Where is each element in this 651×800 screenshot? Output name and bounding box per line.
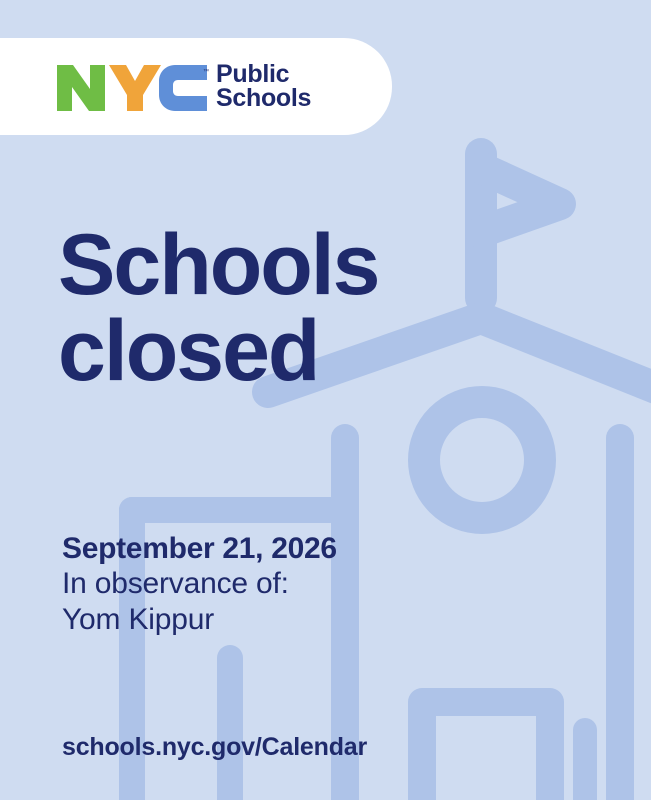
observance-label: In observance of: xyxy=(62,567,289,600)
logo-wordmark xyxy=(216,62,356,110)
logo-line-1: Public xyxy=(216,60,290,88)
headline-line-1: Schools xyxy=(58,217,379,313)
svg-text:™: ™ xyxy=(203,69,209,75)
calendar-link[interactable]: schools.nyc.gov/Calendar xyxy=(62,733,368,761)
logo-line-2: Schools xyxy=(216,84,312,112)
nyc-logo-icon xyxy=(57,65,207,111)
closure-date: September 21, 2026 xyxy=(62,532,337,565)
headline-line-2: closed xyxy=(58,303,319,399)
logo-banner xyxy=(0,38,392,135)
page-title xyxy=(58,217,488,399)
closure-details xyxy=(62,532,422,638)
holiday-name: Yom Kippur xyxy=(62,603,214,636)
